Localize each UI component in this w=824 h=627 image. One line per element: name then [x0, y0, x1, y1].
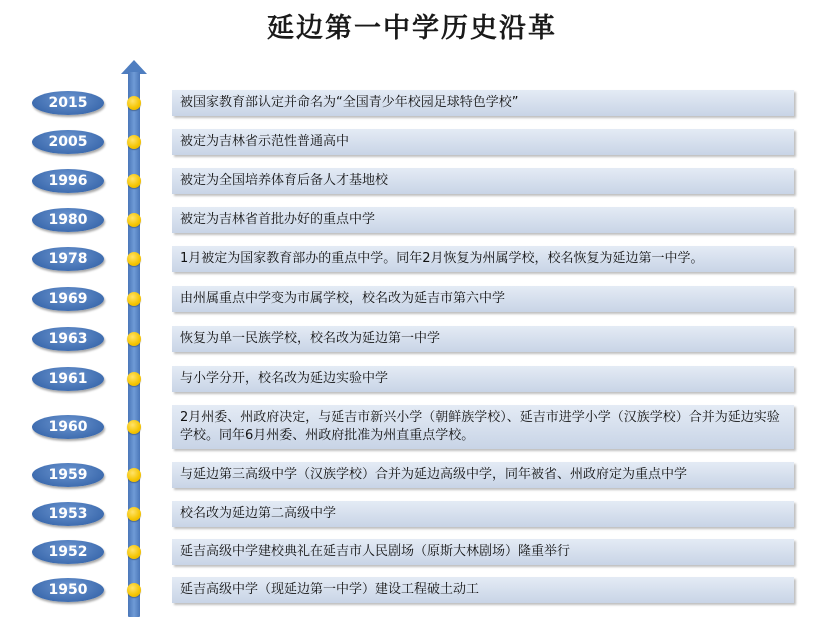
event-box: [172, 539, 794, 565]
event-text: 被国家教育部认定并命名为“全国青少年校园足球特色学校”: [180, 95, 519, 110]
timeline-dot-icon: [127, 96, 141, 110]
event-box: [172, 207, 794, 233]
year-badge: 1961: [32, 367, 104, 391]
timeline-dot-icon: [127, 332, 141, 346]
timeline-dot-icon: [127, 468, 141, 482]
event-text: 被定为吉林省首批办好的重点中学: [180, 212, 376, 227]
event-box: [172, 462, 794, 488]
timeline-dot-icon: [127, 292, 141, 306]
timeline-dot-icon: [127, 420, 141, 434]
event-box: [172, 129, 794, 155]
timeline-dot-icon: [127, 174, 141, 188]
event-text: 延吉高级中学（现延边第一中学）建设工程破土动工: [180, 582, 480, 597]
event-box: [172, 286, 794, 312]
year-badge: 1963: [32, 327, 104, 351]
year-badge: 1978: [32, 247, 104, 271]
event-box: [172, 501, 794, 527]
event-text: 与延边第三高级中学（汉族学校）合并为延边高级中学，同年被省、州政府定为重点中学: [180, 467, 688, 482]
event-box: [172, 577, 794, 603]
year-badge: 1950: [32, 578, 104, 602]
event-text: 被定为吉林省示范性普通高中: [180, 134, 350, 149]
event-box: [172, 90, 794, 116]
year-badge: 1996: [32, 169, 104, 193]
event-box: [172, 246, 794, 272]
year-badge: 1952: [32, 540, 104, 564]
event-box: [172, 168, 794, 194]
timeline-dot-icon: [127, 507, 141, 521]
event-text: 延吉高级中学建校典礼在延吉市人民剧场（原斯大林剧场）隆重举行: [180, 544, 571, 559]
event-text: 校名改为延边第二高级中学: [180, 506, 337, 521]
year-badge: 1959: [32, 463, 104, 487]
year-badge: 2005: [32, 130, 104, 154]
event-text: 2月州委、州政府决定，与延吉市新兴小学（朝鲜族学校）、延吉市进学小学（汉族学校）合并为延边实验学校。同年6月州委、州政府批准为州直重点学校。: [180, 410, 780, 443]
year-badge: 1960: [32, 415, 104, 439]
event-box: [172, 366, 794, 392]
event-text: 由州属重点中学变为市属学校，校名改为延吉市第六中学: [180, 291, 506, 306]
year-badge: 1953: [32, 502, 104, 526]
page-title: 延边第一中学历史沿革: [267, 13, 557, 44]
event-box: [172, 405, 794, 449]
timeline-dot-icon: [127, 252, 141, 266]
event-box: [172, 326, 794, 352]
year-badge: 1969: [32, 287, 104, 311]
timeline-dot-icon: [127, 372, 141, 386]
event-text: 1月被定为国家教育部办的重点中学。同年2月恢复为州属学校，校名恢复为延边第一中学。: [180, 251, 704, 266]
event-text: 被定为全国培养体育后备人才基地校: [180, 173, 389, 188]
year-badge: 2015: [32, 91, 104, 115]
event-text: 与小学分开，校名改为延边实验中学: [180, 371, 389, 386]
timeline-dot-icon: [127, 135, 141, 149]
event-text: 恢复为单一民族学校，校名改为延边第一中学: [180, 331, 441, 346]
timeline-dot-icon: [127, 583, 141, 597]
timeline-dot-icon: [127, 213, 141, 227]
year-badge: 1980: [32, 208, 104, 232]
timeline-dot-icon: [127, 545, 141, 559]
